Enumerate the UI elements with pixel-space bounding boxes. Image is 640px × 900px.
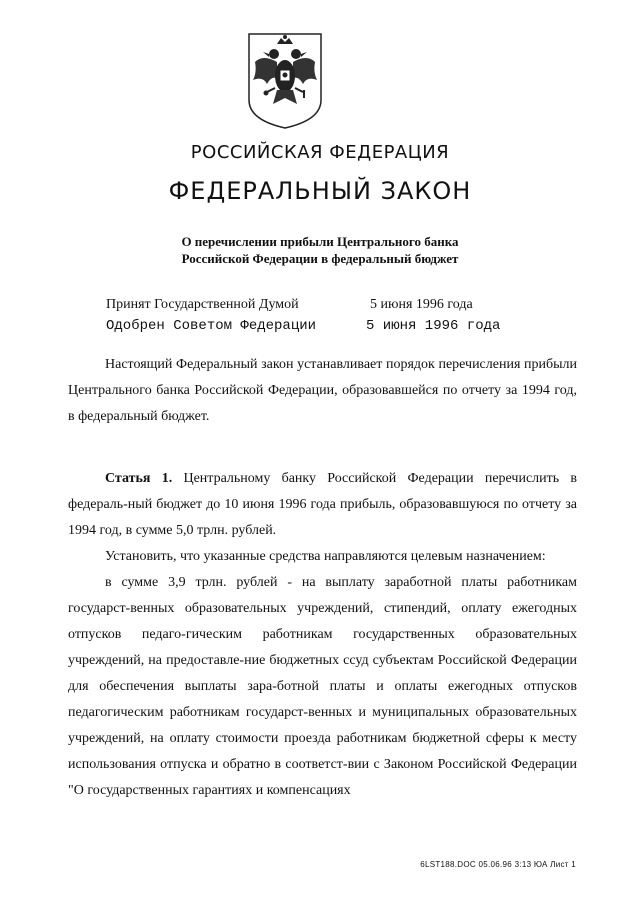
document-type-heading: ФЕДЕРАЛЬНЫЙ ЗАКОН — [168, 177, 472, 205]
law-title-line-1: О перечислении прибыли Центрального банка — [181, 234, 459, 249]
allocation-item-paragraph: в сумме 3,9 трлн. рублей - на выплату заработной платы работникам государст-венных образовательных учреждений, стипендий, оплату ежегодных отпусков педаго-гическим работникам государственных образовательных учреждений, на предоставле-ние бюджетных ссуд субъектам Российской Федерации для обеспечения выплаты зара-ботной платы и оплаты ежегодных отпусков педагогическим работникам государст-венных и муниципальных образовательных учреждений, на оплату стоимости проезда работникам бюджетной сферы к месту использования отпуска и обратно в соответст-вии с Законом Российской Федерации "О государственных гарантиях и компенсациях — [68, 575, 577, 798]
council-approval-date: 5 июня 1996 года — [366, 318, 501, 334]
article-1-label: Статья 1. — [105, 471, 173, 486]
duma-adoption-label: Принят Государственной Думой — [106, 297, 299, 312]
preamble-paragraph: Настоящий Федеральный закон устанавливает порядок перечисления прибыли Центрального банка Российской Федерации, образовавшейся по отчету за 1994 год, в федеральный бюджет. — [68, 357, 577, 424]
page-footer: 6LST188.DOC 05.06.96 3:13 ЮА Лист 1 — [420, 860, 576, 869]
law-title-line-2: Российской Федерации в федеральный бюджет — [181, 251, 459, 266]
council-approval-label: Одобрен Советом Федерации — [106, 318, 317, 334]
state-emblem-icon — [247, 32, 323, 130]
article-1-text: Центральному банку Российской Федерации перечислить в федераль-ный бюджет до 10 июня 1996 года прибыль, образовавшуюся по отчету за 1994 год, в сумме 5,0 трлн. рублей. — [68, 471, 578, 538]
country-heading: РОССИЙСКАЯ ФЕДЕРАЦИЯ — [190, 142, 450, 163]
law-title — [0, 233, 640, 267]
purpose-paragraph: Установить, что указанные средства направляются целевым назначением: — [105, 549, 546, 564]
duma-adoption-date: 5 июня 1996 года — [370, 297, 473, 312]
article-1-paragraph — [68, 466, 577, 544]
